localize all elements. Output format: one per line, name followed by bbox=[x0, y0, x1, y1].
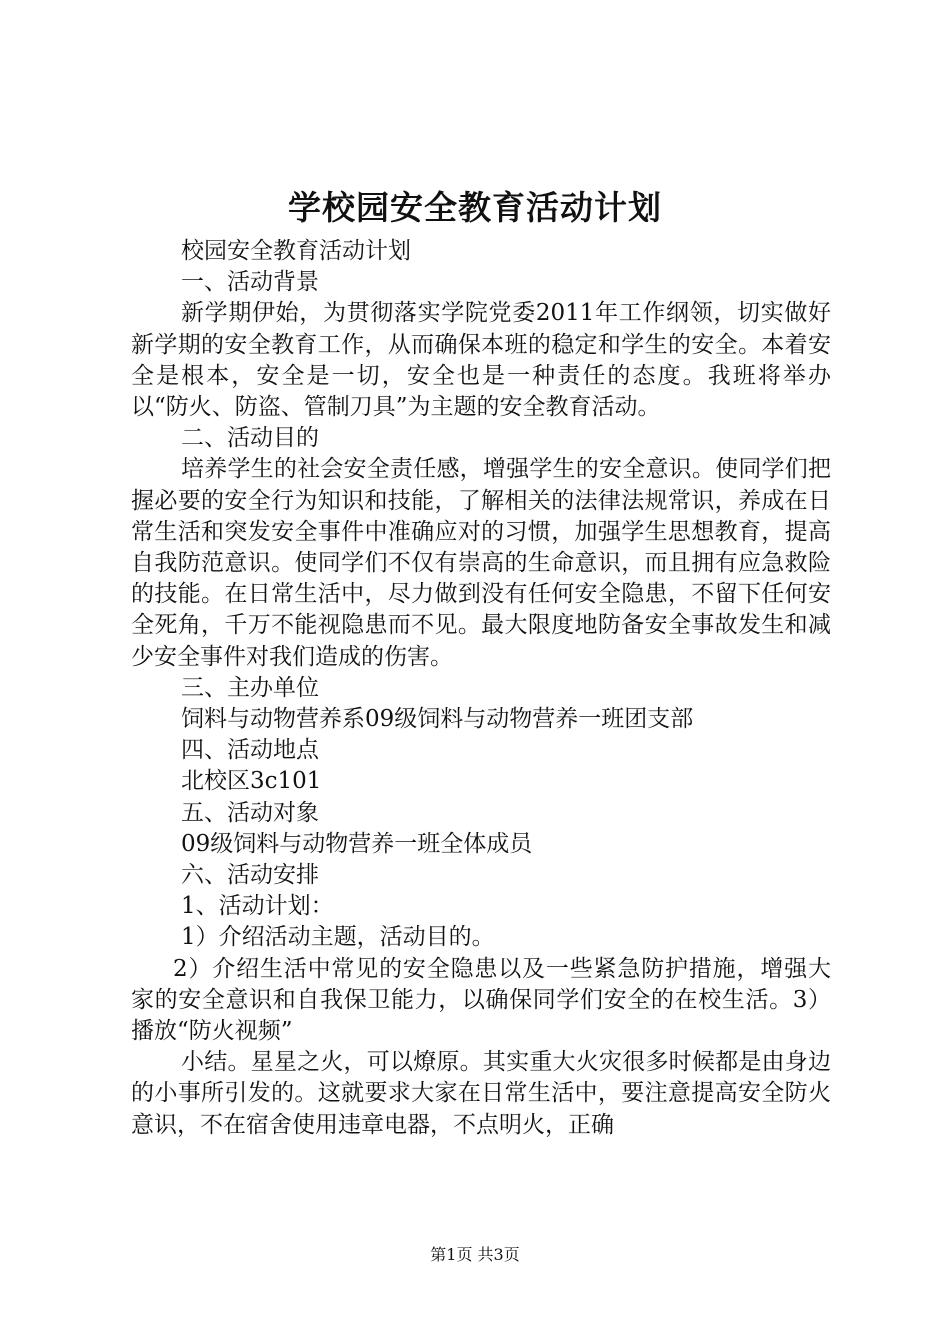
document-body bbox=[131, 236, 831, 1141]
heading-organizer: 三、主办单位 bbox=[181, 674, 319, 701]
paragraph-audience: 09级饲料与动物营养一班全体成员 bbox=[181, 830, 533, 857]
document-title: 学校园安全教育活动计划 bbox=[288, 188, 662, 227]
paragraph-plan-heading: 1、活动计划： bbox=[181, 893, 334, 920]
heading-audience: 五、活动对象 bbox=[181, 799, 319, 826]
paragraph-plan-item-1: 1）介绍活动主题，活动目的。 bbox=[181, 924, 495, 951]
heading-location: 四、活动地点 bbox=[181, 737, 319, 764]
page-footer: 第1页 共3页 bbox=[430, 1245, 520, 1264]
heading-arrangement: 六、活动安排 bbox=[181, 862, 319, 889]
paragraph-subtitle: 校园安全教育活动计划 bbox=[181, 238, 411, 264]
paragraph-summary: 小结。星星之火，可以燎原。其实重大火灾很多时候都是由身边的小事所引发的。这就要求大家在日常生活中，要注意提高安全防火意识，不在宿舍使用违章电器，不点明火，正确 bbox=[131, 1049, 831, 1138]
paragraph-plan-item-2: 2）介绍生活中常见的安全隐患以及一些紧急防护措施，增强大家的安全意识和自我保卫能力，以确保同学们安全的在校生活。3）播放“防火视频” bbox=[131, 955, 831, 1045]
heading-purpose: 二、活动目的 bbox=[181, 425, 319, 452]
paragraph-purpose: 培养学生的社会安全责任感，增强学生的安全意识。使同学们把握必要的安全行为知识和技能，了解相关的法律法规常识，养成在日常生活和突发安全事件中准确应对的习惯，加强学生思想教育，提高自我防范意识。使同学们不仅有崇高的生命意识，而且拥有应急救险的技能。在日常生活中，尽力做到没有任何安全隐患，不留下任何安全死角，千万不能视隐患而不见。最大限度地防备安全事故发生和减少安全事件对我们造成的伤害。 bbox=[131, 456, 831, 670]
heading-background: 一、活动背景 bbox=[181, 269, 319, 296]
paragraph-background: 新学期伊始，为贯彻落实学院党委2011年工作纲领，切实做好新学期的安全教育工作，从而确保本班的稳定和学生的安全。本着安全是根本，安全是一切，安全也是一种责任的态度。我班将举办以“防火、防盗、管制刀具”为主题的安全教育活动。 bbox=[131, 300, 831, 421]
paragraph-location: 北校区3c101 bbox=[181, 768, 322, 795]
paragraph-organizer: 饲料与动物营养系09级饲料与动物营养一班团支部 bbox=[181, 706, 694, 733]
